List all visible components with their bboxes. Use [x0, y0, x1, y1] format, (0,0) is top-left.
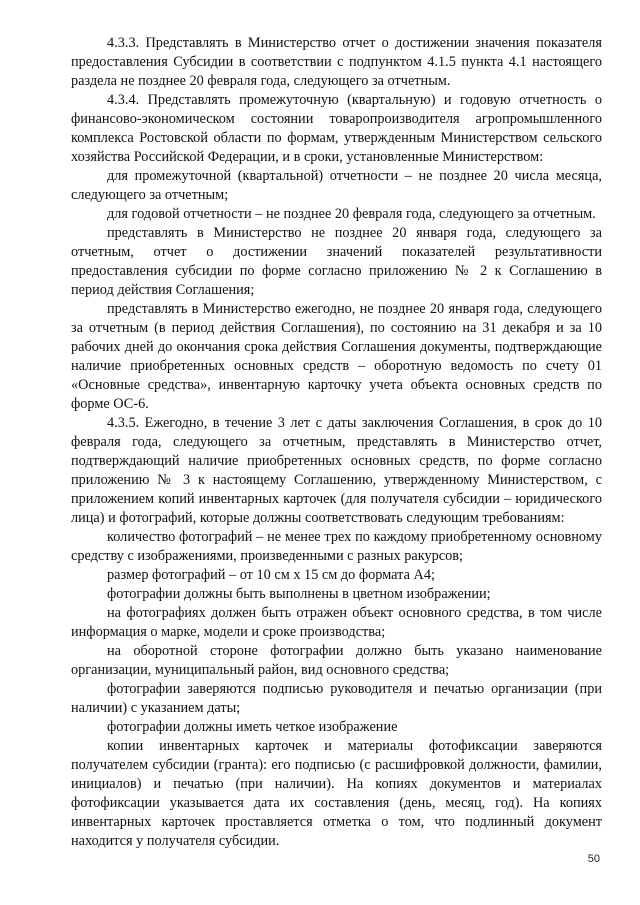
paragraph-interim-reporting: для промежуточной (квартальной) отчетности – не позднее 20 числа месяца, следующего за отчетным;	[71, 168, 602, 203]
paragraph-4-3-5: 4.3.5. Ежегодно, в течение 3 лет с даты заключения Соглашения, в срок до 10 февраля года, следующего за отчетным, представлять в Министерство отчет, подтверждающий наличие приобретенных основных средств, по форме согласно приложению № 3 к настоящему Соглашению, утвержденному Министерством, с приложением копий инвентарных карточек (для получателя субсидии – юридического лица) и фотографий, которые должны соответствовать следующим требованиям:	[71, 415, 602, 526]
paragraph-annual-documents: представлять в Министерство ежегодно, не позднее 20 января года, следующего за отчетным (в период действия Соглашения), по состоянию на 31 декабря и за 10 рабочих дней до окончания срока действия Соглашения документы, подтверждающие наличие приобретенных основных средств – оборотную ведомость по счету 01 «Основные средства», инвентарную карточку учета объекта основных средств по форме ОС-6.	[71, 301, 602, 412]
paragraph-4-3-3: 4.3.3. Представлять в Министерство отчет о достижении значения показателя предоставления Субсидии в соответствии с подпунктом 4.1.5 пункта 4.1 настоящего раздела не позднее 20 февраля года, следующего за отчетным.	[71, 35, 602, 89]
requirement-photo-back-side: на оборотной стороне фотографии должно быть указано наименование организации, муниципальный район, вид основного средства;	[71, 643, 602, 678]
requirement-photo-clarity: фотографии должны иметь четкое изображение	[107, 719, 398, 735]
document-body	[71, 34, 602, 851]
paragraph-copies-certification: копии инвентарных карточек и материалы фотофиксации заверяются получателем субсидии (гранта): его подписью (с расшифровкой должности, фамилии, инициалов) и печатью (при наличии). На копиях документов и материалах фотофиксации указывается дата их составления (день, месяц, год). На копиях инвентарных карточек проставляется отметка о том, что подлинный документ находится у получателя субсидии.	[71, 738, 602, 849]
paragraph-4-3-4: 4.3.4. Представлять промежуточную (квартальную) и годовую отчетность о финансово-экономическом состоянии товаропроизводителя агропромышленного комплекса Ростовской области по формам, утвержденным Министерством сельского хозяйства Российской Федерации, и в сроки, установленные Министерством:	[71, 92, 602, 165]
requirement-photo-certification: фотографии заверяются подписью руководителя и печатью организации (при наличии) с указанием даты;	[71, 681, 602, 716]
requirement-photo-count: количество фотографий – не менее трех по каждому приобретенному основному средству с изображениями, произведенными с разных ракурсов;	[71, 529, 602, 564]
requirement-photo-size: размер фотографий – от 10 см х 15 см до формата А4;	[107, 567, 435, 583]
paragraph-performance-report: представлять в Министерство не позднее 20 января года, следующего за отчетным, отчет о достижении значений показателей результативности предоставления субсидии по форме согласно приложению № 2 к Соглашению в период действия Соглашения;	[71, 225, 602, 298]
paragraph-annual-reporting: для годовой отчетности – не позднее 20 февраля года, следующего за отчетным.	[107, 206, 596, 222]
requirement-photo-color: фотографии должны быть выполнены в цветном изображении;	[107, 586, 491, 602]
requirement-photo-object: на фотографиях должен быть отражен объект основного средства, в том числе информация о марке, модели и сроке производства;	[71, 605, 602, 640]
page-number: 50	[587, 853, 600, 865]
